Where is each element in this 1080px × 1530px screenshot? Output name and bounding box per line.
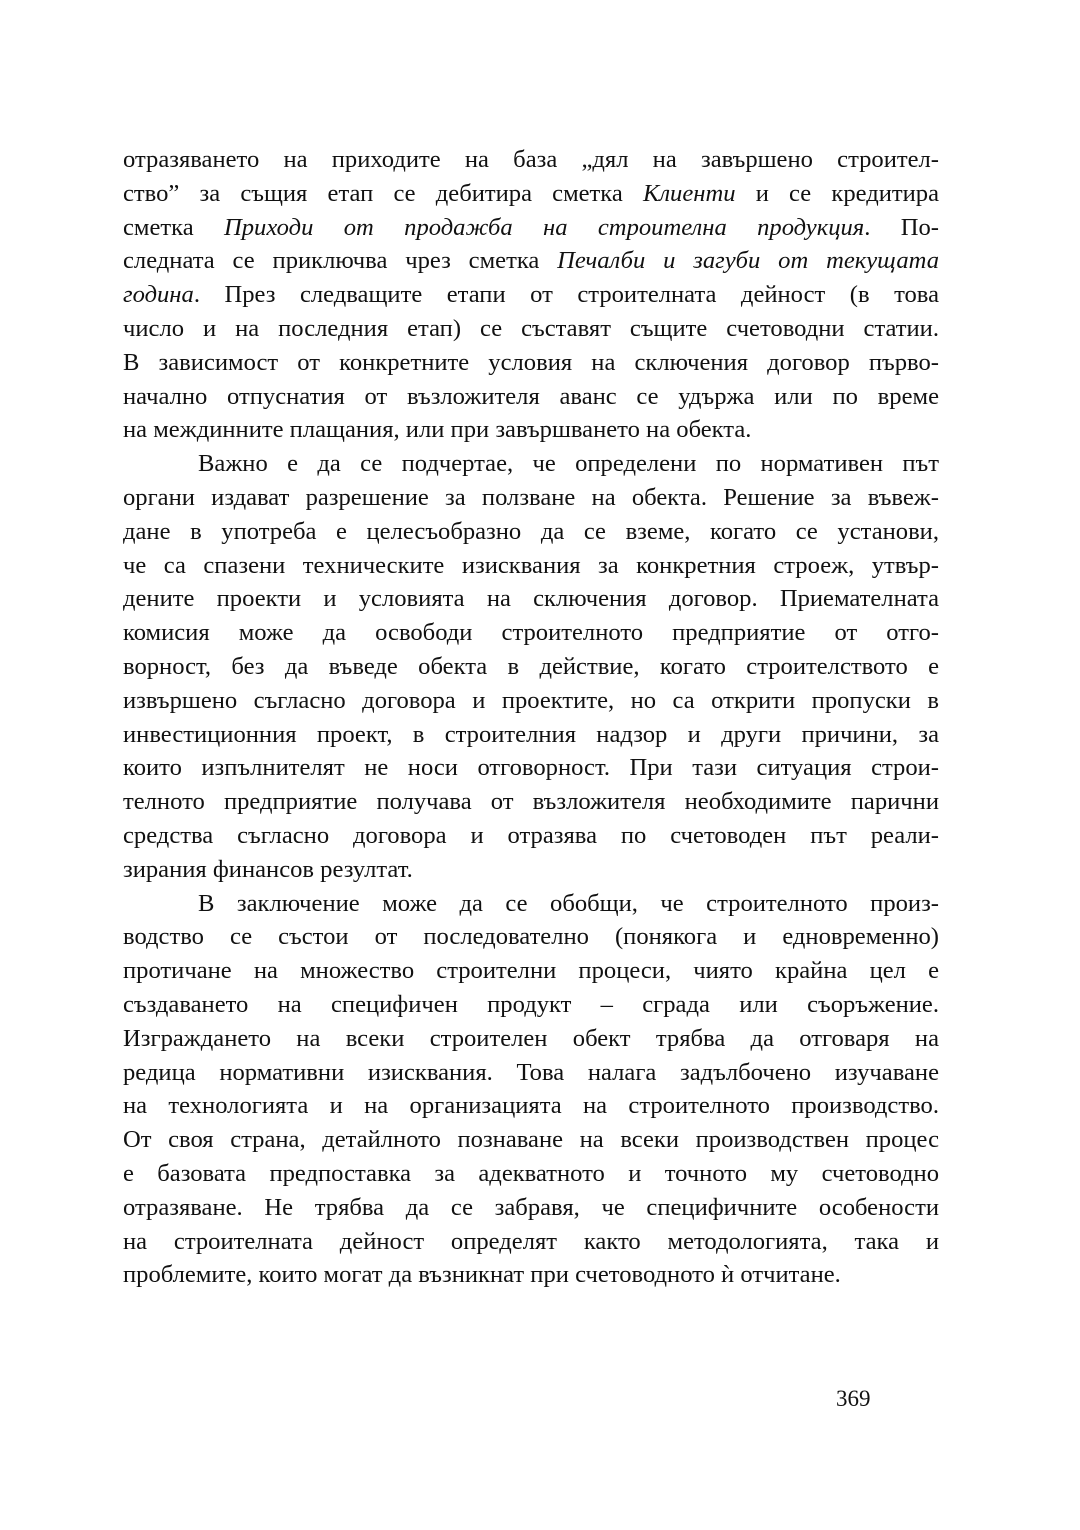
text-run: че са спазени техническите изисквания за конкретния строеж, утвър- [123,551,939,579]
page-number: 369 [836,1386,871,1411]
text-line [123,177,939,211]
text-run: дане в употреба е целесъобразно да се вземе, когато се установи, [123,517,939,545]
text-run: отразяване. Не трябва да се забравя, че специфичните особености [123,1193,939,1221]
text-run: Важно е да се подчертае, че определени по нормативен път [198,450,939,478]
text-line [123,819,939,853]
text-run: и се кредитира [735,179,940,207]
italic-term: година [123,281,194,309]
text-run: е базовата предпоставка за адекватното и точното му счетоводно [123,1159,939,1187]
text-line [123,853,939,887]
text-line [123,413,939,447]
text-line [123,1157,939,1191]
text-run: водство се състои от последователно (понякога и едновременно) [123,923,939,951]
text-run: следната се приключва чрез сметка [123,247,558,275]
text-line [123,312,939,346]
text-line [123,1225,939,1259]
text-run: които изпълнителят не носи отговорност. При тази ситуация строи- [123,754,939,782]
text-line [123,346,939,380]
paragraph [123,143,939,447]
text-run: дените проекти и условията на сключения договор. Приемателната [123,585,939,613]
text-line [123,751,939,785]
text-line [123,1089,939,1123]
text-run: число и на последния етап) се съставят същите счетоводни статии. [123,314,939,342]
text-line [123,887,939,921]
text-run: инвестиционния проект, в строителния надзор и други причини, за [123,720,939,748]
text-line [123,549,939,583]
text-run: редица нормативни изисквания. Това налага задълбочено изучаване [123,1058,939,1086]
text-line [123,1258,939,1292]
text-run: проблемите, които могат да възникнат при счетоводното ѝ отчитане. [123,1261,841,1289]
text-line [123,1056,939,1090]
text-run: органи издават разрешение за ползване на обекта. Решение за въвеж- [123,483,939,511]
italic-term: Приходи от продажба на строителна продукция [224,213,865,241]
text-line [123,380,939,414]
text-line [123,1191,939,1225]
text-run: В заключение може да се обобщи, че строителното произ- [198,889,939,917]
text-line [123,515,939,549]
paragraph [123,887,939,1293]
text-run: телното предприятие получава от възложителя необходимите парични [123,788,939,816]
text-line [123,582,939,616]
text-run: . По- [864,213,939,241]
text-run: отразяването на приходите на база „дял на завършено строител- [123,146,939,173]
page-body [123,143,939,1292]
text-run: извършено съгласно договора и проектите, но са открити пропуски в [123,686,939,714]
text-line [123,988,939,1022]
text-line [123,650,939,684]
text-line [123,785,939,819]
text-run: на строителната дейност определят както методологията, така и [123,1227,939,1255]
italic-term: Клиенти [643,179,736,207]
text-run: От своя страна, детайлното познаване на всеки производствен процес [123,1126,939,1154]
text-run: зирания финансов резултат. [123,855,413,883]
text-run: начално отпуснатия от възложителя аванс се удържа или по време [123,382,939,410]
text-line [123,920,939,954]
text-line [123,616,939,650]
text-line [123,211,939,245]
text-line [123,143,939,177]
text-run: сметка [123,213,224,241]
text-line [123,1022,939,1056]
text-run: на технологията и на организацията на строителното производство. [123,1092,939,1120]
text-run: ство” за същия етап се дебитира сметка [123,179,643,207]
text-line [123,481,939,515]
paragraph [123,447,939,886]
text-run: Изграждането на всеки строителен обект трябва да отговаря на [123,1024,939,1052]
text-line [123,1123,939,1157]
text-run: В зависимост от конкретните условия на сключения договор първо- [123,348,939,376]
text-line [123,278,939,312]
text-line [123,718,939,752]
text-run: протичане на множество строителни процеси, чиято крайна цел е [123,957,939,985]
text-line [123,244,939,278]
text-run: комисия може да освободи строителното предприятие от отго- [123,619,939,647]
text-line [123,954,939,988]
text-run: създаването на специфичен продукт – сграда или съоръжение. [123,990,939,1018]
text-run: на междинните плащания, или при завършването на обекта. [123,416,752,444]
text-run: средства съгласно договора и отразява по счетоводен път реали- [123,821,939,849]
italic-term: Печалби и загуби от текущата [557,247,939,275]
text-line [123,447,939,481]
text-run: . През следващите етапи от строителната дейност (в това [193,281,939,309]
text-run: ворност, без да въведе обекта в действие, когато строителството е [123,652,939,680]
text-line [123,684,939,718]
